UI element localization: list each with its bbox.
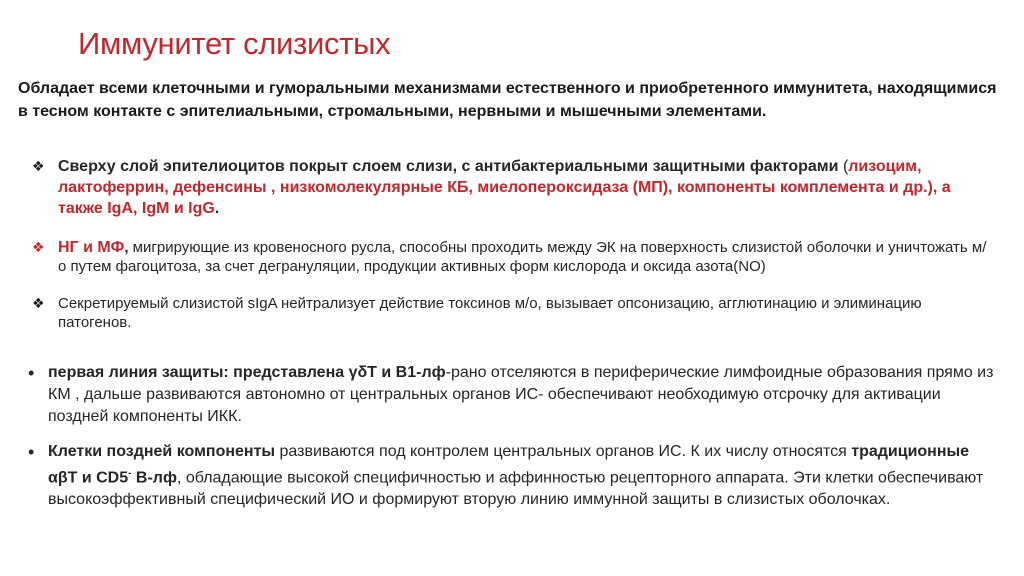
diamond-bullet-icon: ❖ — [32, 158, 45, 174]
bullet-first-line — [28, 362, 998, 432]
siga-description: Секретируемый слизистой sIgA нейтрализует действие токсинов м/о, вызывает опсонизацию, агглютинацию и элиминацию патогенов. — [58, 295, 922, 331]
period: . — [214, 200, 220, 217]
ng-mf-description: мигрирующие из кровеносного русла, способны проходить между ЭК на поверхность слизистой оболочки и уничтожать м/о путем фагоцитоза, за счет дегрануляции, продукции активных форм кислорода и оксида азота(NO) — [58, 239, 987, 275]
bullet-late-component — [28, 441, 998, 533]
list-item-ng-mf — [32, 238, 992, 298]
diamond-bullet-icon: ❖ — [32, 295, 45, 311]
mucus-lead: Сверху слой эпителиоцитов покрыт слоем слизи, с антибактериальными защитными факторами — [58, 158, 839, 175]
bullet-text — [48, 441, 998, 511]
late-component-mid: развиваются под контролем центральных органов ИС. К их числу относятся — [275, 443, 852, 460]
bullet-dot-icon: • — [28, 442, 35, 462]
diamond-bullet-icon: ❖ — [32, 239, 45, 255]
ng-mf-label: НГ и МФ — [58, 239, 125, 256]
late-component-description: , обладающие высокой специфичностью и аффинностью рецепторного аппарата. Эти клетки обеспечивают высокоэффективный специфический ИО и формируют вторую линию иммунной защиты в слизистых оболочках. — [48, 469, 984, 509]
first-line-label: первая линия защиты: представлена γδТ и В1-лф — [48, 364, 446, 381]
traditional-cells: традиционные αβТ и CD5 — [48, 443, 970, 487]
first-line-description: -рано отселяются в периферические лимфоидные образования прямо из КМ , дальше развиваются автономно от центральных органов ИС- обеспечивают необходимую отсрочку для активации поздней компоненты ИКК. — [48, 364, 994, 425]
cd5-superscript: - — [128, 468, 132, 479]
bullet-dot-icon: • — [28, 363, 35, 383]
list-item-siga — [32, 294, 992, 334]
slide-title: Иммунитет слизистых — [78, 26, 391, 61]
protective-factors: лизоцим, лактоферрин, дефенсины , низкомолекулярные КБ, миелопероксидаза (МП), компоненты комплемента и др.), а также IgA, IgM и IgG — [58, 158, 951, 217]
b-lymphocytes: В-лф — [131, 469, 177, 487]
comma: , — [124, 239, 129, 256]
list-item-text — [58, 156, 988, 219]
list-item-mucus-layer — [32, 156, 992, 220]
late-component-label: Клетки поздней компоненты — [48, 443, 276, 460]
intro-paragraph: Обладает всеми клеточными и гуморальными механизмами естественного и приобретенного иммунитета, находящимися в тесном контакте с эпителиальными, стромальными, нервными и мышечными элементами. — [18, 80, 997, 120]
list-item-text — [58, 238, 988, 276]
bullet-text — [48, 362, 998, 428]
open-paren: ( — [842, 158, 849, 175]
